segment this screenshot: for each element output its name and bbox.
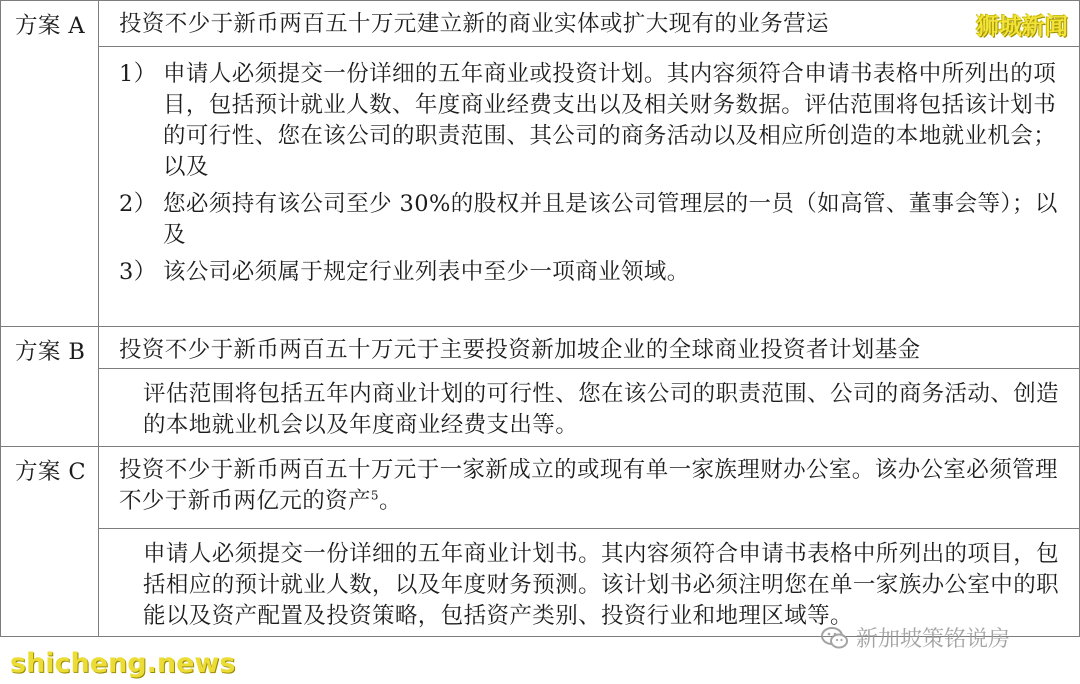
option-b-body-text: 评估范围将包括五年内商业计划的可行性、您在该公司的职责范围、公司的商务活动、创造的本地就业机会以及年度商业经费支出等。	[143, 381, 1060, 438]
item-number: 3）	[119, 259, 157, 285]
wechat-watermark	[820, 622, 1010, 653]
item-text: 申请人必须提交一份详细的五年商业或投资计划。其内容须符合申请书表格中所列出的项目，包括预计就业人数、年度商业经费支出以及相关财务数据。评估范围将包括该计划书的可行性、您在该公司的职责范围、其公司的商务活动以及相应所创造的本地就业机会；以及	[163, 61, 1057, 180]
wechat-account-name: 新加坡策铭说房	[856, 627, 1011, 652]
option-b-body	[99, 369, 1080, 447]
item-number: 2）	[119, 191, 157, 217]
option-c-body	[99, 529, 1080, 637]
option-b-header-row	[1, 327, 1080, 369]
wechat-icon	[820, 625, 850, 651]
item-text: 您必须持有该公司至少 30%的股权并且是该公司管理层的一员（如高管、董事会等）；以及	[163, 191, 1058, 248]
option-a-header-row	[1, 1, 1080, 47]
option-c-header-row	[1, 447, 1080, 529]
option-b-header: 投资不少于新币两百五十万元于主要投资新加坡企业的全球商业投资者计划基金	[99, 327, 1080, 369]
option-a-item-3	[119, 257, 1073, 288]
option-a-header: 投资不少于新币两百五十万元建立新的商业实体或扩大现有的业务营运	[99, 1, 1080, 47]
footnote-marker: 5	[370, 488, 379, 503]
option-c-body-row	[1, 529, 1080, 637]
option-c-body-text: 申请人必须提交一份详细的五年商业计划书。其内容须符合申请书表格中所列出的项目，包括相应的预计就业人数，以及年度财务预测。该计划书必须注明您在单一家族办公室中的职能以及资产配置及投资策略，包括资产类别、投资行业和地理区域等。	[143, 541, 1060, 629]
option-a-item-2	[119, 189, 1073, 251]
option-c-header-text: 投资不少于新币两百五十万元于一家新成立的或现有单一家族理财办公室。该办公室必须管理不少于新币两亿元的资产	[119, 457, 1058, 514]
option-a-item-1	[119, 59, 1073, 183]
option-c-label: 方案 C	[1, 447, 99, 637]
item-text: 该公司必须属于规定行业列表中至少一项商业领域。	[163, 259, 690, 285]
option-c-header	[99, 447, 1080, 529]
option-a-label: 方案 A	[1, 1, 99, 327]
option-b-body-row	[1, 369, 1080, 447]
shicheng-watermark-bottom: shicheng.news	[10, 648, 236, 679]
option-b-label: 方案 B	[1, 327, 99, 447]
option-a-body	[99, 47, 1080, 327]
option-c-header-end: 。	[378, 488, 402, 514]
option-a-body-row	[1, 47, 1080, 327]
shicheng-watermark-top: 狮城新闻	[976, 14, 1068, 40]
item-number: 1）	[119, 61, 157, 87]
